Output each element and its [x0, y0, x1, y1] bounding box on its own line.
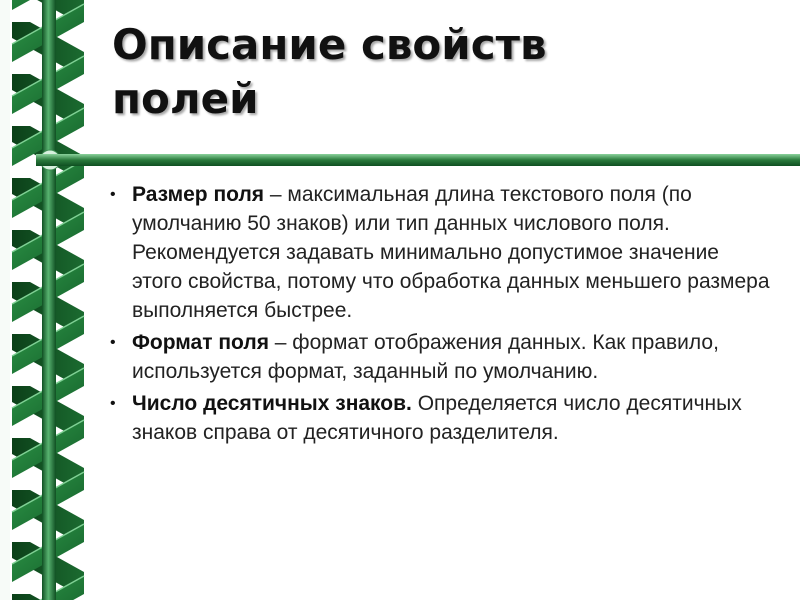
bullet-description: – максимальная длина текстового поля (по умолчанию 50 знаков) или тип данных числового поля. Рекомендуется задавать минимально допустимое значение этого свойства, потому что обработка данных меньшего размера выполняется быстрее. [132, 183, 770, 322]
bullet-text [132, 389, 770, 447]
bullet-description: – формат отображения данных. Как правило, используется формат, заданный по умолчанию. [132, 331, 719, 383]
bullet-marker: • [110, 186, 116, 203]
bullet-term: Формат поля [132, 331, 269, 354]
bullet-item-field-format [110, 328, 770, 386]
bullet-item-field-size [110, 180, 770, 325]
slide-title [112, 18, 772, 126]
bullet-term: Размер поля [132, 183, 265, 206]
bullet-marker: • [110, 395, 116, 412]
title-line-2: полей [112, 74, 259, 123]
bullet-text [132, 180, 770, 325]
title-line-1: Описание свойств [112, 20, 547, 69]
green-ribbon-border [0, 0, 96, 600]
bullet-item-decimal-places [110, 389, 770, 447]
bullet-term: Число десятичных знаков. [132, 392, 412, 415]
bullet-marker: • [110, 334, 116, 351]
ribbon-graphic [0, 0, 96, 600]
bullet-text [132, 328, 770, 386]
bullet-list [110, 180, 770, 450]
bullet-description: Определяется число десятичных знаков справа от десятичного разделителя. [132, 392, 742, 444]
title-divider [36, 151, 800, 169]
